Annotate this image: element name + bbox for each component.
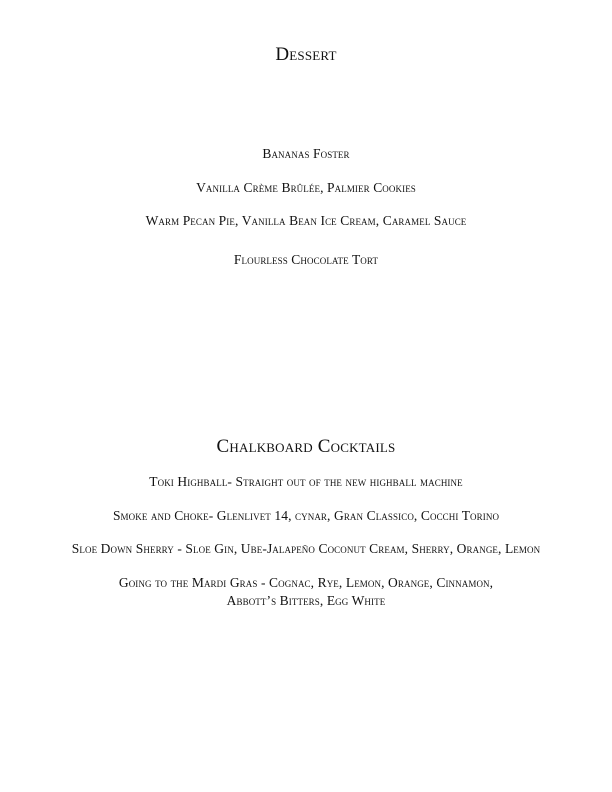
dessert-heading: Dessert [275,44,337,65]
cocktail-item-line: Abbott’s Bitters, Egg White [226,593,386,609]
dessert-item: Vanilla Crème Brûlée, Palmier Cookies [196,180,416,195]
cocktail-item: Sloe Down Sherry - Sloe Gin, Ube-Jalapeño Coconut Cream, Sherry, Orange, Lemon [71,541,541,556]
cocktail-item: Smoke and Choke- Glenlivet 14, cynar, Gran Classico, Cocchi Torino [112,508,500,523]
cocktail-item [0,574,612,610]
dessert-item: Bananas Foster [262,146,350,161]
dessert-item: Warm Pecan Pie, Vanilla Bean Ice Cream, Caramel Sauce [145,213,467,228]
cocktails-heading: Chalkboard Cocktails [216,436,396,457]
cocktail-item: Toki Highball- Straight out of the new highball machine [149,474,463,489]
cocktail-item-line: Going to the Mardi Gras - Cognac, Rye, Lemon, Orange, Cinnamon, [118,575,494,590]
dessert-item: Flourless Chocolate Tort [233,252,379,267]
